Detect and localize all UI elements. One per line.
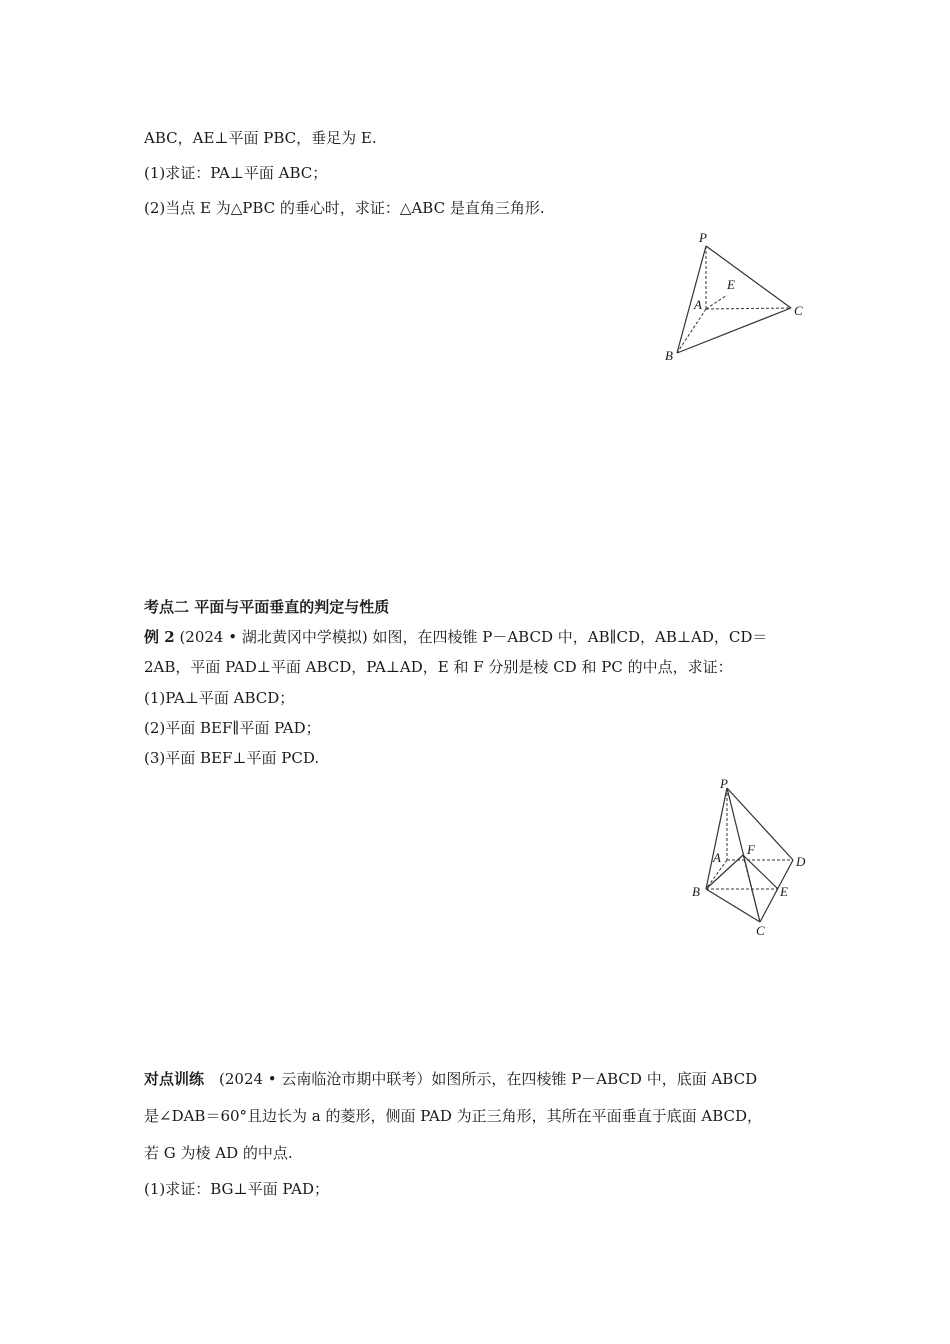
label-e: E — [780, 884, 788, 899]
label-p: P — [699, 230, 707, 245]
edge-ac-hidden — [706, 308, 791, 309]
training-line3: 若 G 为棱 AD 的中点. — [144, 1144, 293, 1162]
edge-ab-hidden — [677, 309, 706, 353]
example2-part1: (1)PA⊥平面 ABCD； — [144, 689, 295, 707]
section-heading: 考点二 平面与平面垂直的判定与性质 — [144, 598, 390, 616]
label-p: P — [720, 776, 728, 791]
edge-bc — [706, 889, 760, 922]
label-a: A — [713, 850, 721, 865]
label-e: E — [727, 277, 735, 292]
example2-part3: (3)平面 BEF⊥平面 PCD. — [144, 749, 320, 767]
figure-pyramid-pabcd — [680, 772, 815, 942]
example2-text: (2024 • 湖北黄冈中学模拟) 如图，在四棱锥 P－ABCD 中，AB∥CD，AB⊥AD，CD＝ — [179, 628, 768, 646]
edge-pd — [727, 788, 793, 860]
edge-bc — [677, 308, 791, 353]
example2-line1 — [144, 627, 767, 647]
figure-tetrahedron-pabc — [655, 225, 815, 370]
label-f: F — [747, 842, 755, 857]
label-d: D — [796, 854, 806, 869]
label-c: C — [794, 303, 803, 318]
edge-cd — [760, 860, 793, 922]
edge-pc — [706, 246, 791, 308]
training-text: (2024 • 云南临沧市期中联考）如图所示，在四棱锥 P－ABCD 中，底面 ABCD — [204, 1070, 758, 1088]
example-label: 例 2 — [144, 628, 175, 646]
training-line1 — [144, 1069, 757, 1089]
label-b: B — [692, 884, 700, 899]
training-line2: 是∠DAB＝60°且边长为 a 的菱形，侧面 PAD 为正三角形，其所在平面垂直于底面 ABCD， — [144, 1107, 763, 1125]
training-label: 对点训练 — [144, 1070, 205, 1088]
example2-line2: 2AB，平面 PAD⊥平面 ABCD，PA⊥AD，E 和 F 分别是棱 CD 和 PC 的中点，求证： — [144, 658, 733, 676]
example2-part2: (2)平面 BEF∥平面 PAD； — [144, 719, 321, 737]
label-c: C — [756, 923, 765, 938]
problem1-part2: (2)当点 E 为△PBC 的垂心时，求证：△ABC 是直角三角形. — [144, 199, 545, 217]
problem1-line: ABC，AE⊥平面 PBC，垂足为 E. — [144, 129, 377, 147]
problem1-part1: (1)求证：PA⊥平面 ABC； — [144, 164, 328, 182]
label-b: B — [665, 348, 673, 363]
label-a: A — [694, 297, 702, 312]
training-part1: (1)求证：BG⊥平面 PAD； — [144, 1180, 329, 1198]
segment-ae-hidden — [706, 295, 727, 309]
